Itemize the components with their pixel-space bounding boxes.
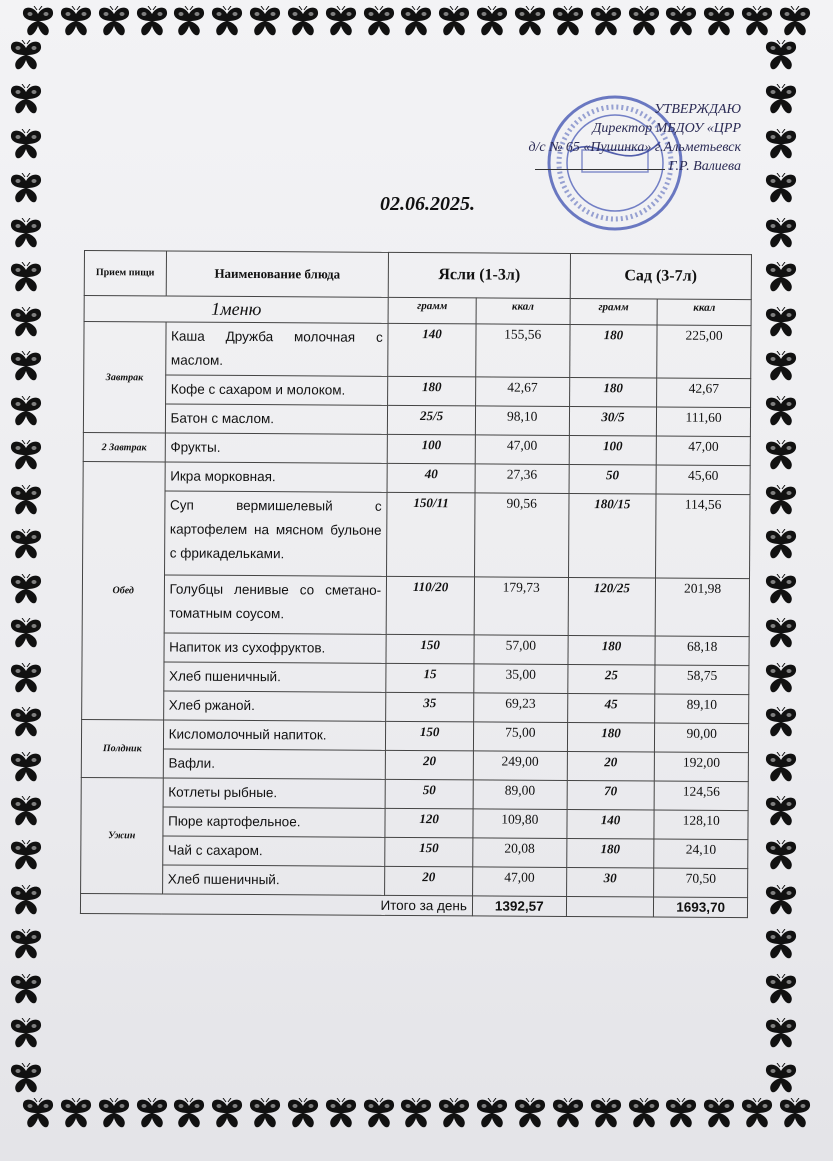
- butterfly-icon: [323, 6, 359, 46]
- butterfly-icon: [777, 1098, 813, 1138]
- butterfly-icon: [398, 1098, 434, 1138]
- dish-name: Хлеб ржаной.: [163, 691, 386, 721]
- butterfly-border-top: [20, 6, 813, 46]
- kcal-nursery: 27,36: [475, 464, 569, 494]
- kcal-kindergarten: 47,00: [656, 436, 750, 466]
- header-dish: Наименование блюда: [166, 251, 389, 297]
- table-row: [82, 661, 749, 694]
- kcal-nursery: 98,10: [475, 406, 569, 436]
- kcal-nursery: 69,23: [474, 693, 568, 723]
- butterfly-icon: [8, 84, 52, 121]
- approval-block: [528, 100, 741, 176]
- table-row: [81, 748, 748, 781]
- dish-name: Чай с сахаром.: [162, 836, 385, 866]
- kcal-nursery: 42,67: [475, 377, 569, 407]
- dish-name: Кисломолочный напиток.: [163, 720, 386, 750]
- approval-director-name: Г.Р. Валиева: [668, 159, 741, 174]
- butterfly-icon: [763, 440, 807, 477]
- butterfly-icon: [763, 663, 807, 700]
- total-kcal-nursery: 1392,57: [472, 896, 566, 917]
- portion-gram-kindergarten: 30/5: [569, 406, 657, 436]
- butterfly-icon: [763, 485, 807, 522]
- butterfly-icon: [763, 840, 807, 877]
- dish-name: Кофе с сахаром и молоком.: [165, 375, 388, 405]
- portion-gram-nursery: 150: [386, 721, 474, 751]
- portion-gram-nursery: 100: [387, 434, 475, 464]
- table-row: [81, 806, 748, 839]
- butterfly-icon: [701, 1098, 737, 1138]
- kcal-kindergarten: 68,18: [655, 636, 749, 666]
- kcal-nursery: 109,80: [473, 809, 567, 839]
- portion-gram-kindergarten: 180/15: [568, 493, 656, 578]
- kcal-kindergarten: 201,98: [655, 578, 749, 637]
- kcal-nursery: 47,00: [472, 867, 566, 897]
- butterfly-icon: [436, 1098, 472, 1138]
- dish-name: Батон с маслом.: [165, 404, 388, 434]
- portion-gram-nursery: 15: [386, 663, 474, 693]
- dish-name: Икра морковная.: [165, 462, 388, 492]
- butterfly-icon: [8, 618, 52, 655]
- butterfly-icon: [763, 262, 807, 299]
- subheader-gram-1: грамм: [388, 297, 476, 324]
- butterfly-icon: [209, 6, 245, 46]
- total-kcal-kindergarten: 1693,70: [654, 897, 748, 918]
- butterfly-icon: [474, 1098, 510, 1138]
- dish-name: Фрукты.: [165, 433, 388, 463]
- portion-gram-nursery: 40: [387, 463, 475, 493]
- butterfly-icon: [8, 396, 52, 433]
- kcal-nursery: 47,00: [475, 435, 569, 465]
- table-row: [81, 777, 748, 810]
- table-row: [81, 835, 748, 868]
- table-row: [83, 404, 750, 437]
- kcal-kindergarten: 24,10: [654, 839, 748, 869]
- butterfly-icon: [763, 351, 807, 388]
- kcal-kindergarten: 70,50: [654, 868, 748, 898]
- portion-gram-nursery: 120: [385, 808, 473, 838]
- table-row: [84, 322, 751, 379]
- butterfly-icon: [550, 1098, 586, 1138]
- table-header-row: [84, 251, 751, 300]
- approval-organization: д/с № 65 «Пушинка» г.Альметьевск: [528, 140, 741, 155]
- butterfly-icon: [8, 440, 52, 477]
- portion-gram-kindergarten: 30: [566, 867, 654, 897]
- butterfly-icon: [512, 1098, 548, 1138]
- butterfly-icon: [8, 752, 52, 789]
- header-meal: Прием пищи: [84, 251, 166, 296]
- butterfly-icon: [361, 6, 397, 46]
- butterfly-icon: [763, 974, 807, 1011]
- total-empty: [566, 896, 654, 917]
- table-row: [82, 632, 749, 665]
- butterfly-icon: [247, 1098, 283, 1138]
- approval-signature: [528, 157, 741, 176]
- subheader-gram-2: грамм: [570, 298, 658, 325]
- butterfly-icon: [8, 262, 52, 299]
- kcal-nursery: 57,00: [474, 635, 568, 665]
- approval-position: Директор МБДОУ «ЦРР: [592, 121, 741, 136]
- header-nursery: Ясли (1-3л): [388, 252, 570, 298]
- butterfly-icon: [8, 485, 52, 522]
- butterfly-icon: [763, 707, 807, 744]
- subheader-kcal-2: ккал: [657, 299, 751, 326]
- butterfly-icon: [512, 6, 548, 46]
- butterfly-icon: [763, 574, 807, 611]
- butterfly-icon: [763, 218, 807, 255]
- meal-name: Ужин: [81, 777, 163, 893]
- butterfly-icon: [8, 173, 52, 210]
- kcal-nursery: 155,56: [476, 324, 570, 378]
- butterfly-icon: [209, 1098, 245, 1138]
- portion-gram-kindergarten: 45: [567, 693, 655, 723]
- butterfly-icon: [8, 351, 52, 388]
- butterfly-icon: [8, 707, 52, 744]
- portion-gram-nursery: 150: [385, 837, 473, 867]
- portion-gram-kindergarten: 180: [568, 635, 656, 665]
- kcal-kindergarten: 45,60: [656, 465, 750, 495]
- portion-gram-kindergarten: 180: [567, 722, 655, 752]
- butterfly-icon: [663, 6, 699, 46]
- dish-name: Каша Дружба молочная с маслом.: [165, 322, 388, 376]
- kcal-kindergarten: 128,10: [654, 810, 748, 840]
- header-kindergarten: Сад (3-7л): [570, 253, 752, 299]
- total-row: [80, 893, 747, 917]
- signature-line: [535, 169, 665, 170]
- butterfly-border-left: [8, 40, 52, 1100]
- kcal-nursery: 179,73: [474, 577, 568, 636]
- table-subheader-row: [84, 296, 751, 326]
- kcal-nursery: 249,00: [473, 751, 567, 781]
- dish-name: Суп вермишелевый с картофелем на мясном бульоне с фрикадельками.: [164, 491, 387, 576]
- table-row: [83, 432, 750, 465]
- dish-name: Хлеб пшеничный.: [163, 662, 386, 692]
- butterfly-icon: [763, 618, 807, 655]
- butterfly-border-bottom: [20, 1098, 813, 1138]
- portion-gram-kindergarten: 100: [569, 435, 657, 465]
- butterfly-icon: [626, 1098, 662, 1138]
- butterfly-icon: [8, 40, 52, 77]
- table-row: [82, 574, 749, 636]
- butterfly-icon: [763, 84, 807, 121]
- butterfly-icon: [8, 129, 52, 166]
- table-row: [81, 719, 748, 752]
- butterfly-icon: [8, 574, 52, 611]
- portion-gram-nursery: 180: [388, 376, 476, 406]
- butterfly-icon: [763, 529, 807, 566]
- portion-gram-kindergarten: 180: [569, 377, 657, 407]
- portion-gram-kindergarten: 180: [566, 838, 654, 868]
- butterfly-icon: [436, 6, 472, 46]
- kcal-kindergarten: 192,00: [655, 752, 749, 782]
- portion-gram-nursery: 35: [386, 692, 474, 722]
- portion-gram-nursery: 150/11: [387, 492, 475, 577]
- menu-table: [80, 250, 752, 918]
- butterfly-icon: [20, 1098, 56, 1138]
- kcal-kindergarten: 90,00: [655, 723, 749, 753]
- butterfly-icon: [8, 974, 52, 1011]
- butterfly-icon: [171, 1098, 207, 1138]
- table-row: [82, 690, 749, 723]
- butterfly-icon: [8, 929, 52, 966]
- kcal-nursery: 90,56: [474, 493, 568, 578]
- butterfly-icon: [763, 307, 807, 344]
- meal-name: Завтрак: [83, 322, 165, 433]
- butterfly-icon: [739, 1098, 775, 1138]
- butterfly-icon: [247, 6, 283, 46]
- total-label: Итого за день: [80, 893, 472, 915]
- butterfly-icon: [8, 1063, 52, 1100]
- butterfly-icon: [8, 885, 52, 922]
- menu-label: 1меню: [84, 296, 388, 324]
- butterfly-icon: [8, 840, 52, 877]
- portion-gram-nursery: 25/5: [388, 405, 476, 435]
- butterfly-icon: [763, 929, 807, 966]
- butterfly-icon: [763, 40, 807, 77]
- butterfly-icon: [763, 1018, 807, 1055]
- kcal-kindergarten: 42,67: [657, 378, 751, 408]
- butterfly-icon: [8, 307, 52, 344]
- portion-gram-nursery: 20: [385, 866, 473, 896]
- meal-name: Полдник: [81, 719, 163, 777]
- table-row: [83, 490, 751, 578]
- butterfly-icon: [474, 6, 510, 46]
- butterfly-icon: [8, 529, 52, 566]
- butterfly-icon: [285, 1098, 321, 1138]
- table-row: [81, 864, 748, 897]
- butterfly-icon: [8, 1018, 52, 1055]
- butterfly-icon: [763, 1063, 807, 1100]
- butterfly-icon: [171, 6, 207, 46]
- kcal-nursery: 35,00: [474, 664, 568, 694]
- portion-gram-kindergarten: 140: [567, 809, 655, 839]
- butterfly-icon: [8, 663, 52, 700]
- butterfly-icon: [663, 1098, 699, 1138]
- dish-name: Вафли.: [163, 749, 386, 779]
- meal-name: 2 Завтрак: [83, 432, 165, 461]
- butterfly-icon: [285, 6, 321, 46]
- butterfly-icon: [8, 218, 52, 255]
- butterfly-icon: [361, 1098, 397, 1138]
- kcal-kindergarten: 89,10: [655, 694, 749, 724]
- butterfly-icon: [763, 796, 807, 833]
- meal-name: Обед: [82, 461, 165, 719]
- kcal-kindergarten: 58,75: [655, 665, 749, 695]
- butterfly-icon: [134, 6, 170, 46]
- kcal-nursery: 75,00: [473, 722, 567, 752]
- kcal-nursery: 89,00: [473, 780, 567, 810]
- dish-name: Хлеб пшеничный.: [162, 865, 385, 895]
- butterfly-icon: [763, 396, 807, 433]
- approval-title: УТВЕРЖДАЮ: [654, 102, 741, 117]
- dish-name: Напиток из сухофруктов.: [164, 633, 387, 663]
- portion-gram-kindergarten: 180: [569, 324, 657, 378]
- butterfly-icon: [588, 6, 624, 46]
- butterfly-icon: [58, 1098, 94, 1138]
- butterfly-icon: [134, 1098, 170, 1138]
- butterfly-icon: [626, 6, 662, 46]
- butterfly-icon: [588, 1098, 624, 1138]
- butterfly-icon: [58, 6, 94, 46]
- portion-gram-nursery: 140: [388, 323, 476, 377]
- butterfly-icon: [398, 6, 434, 46]
- portion-gram-nursery: 20: [386, 750, 474, 780]
- dish-name: Голубцы ленивые со сметано-томатным соусом.: [164, 575, 387, 634]
- kcal-kindergarten: 124,56: [654, 781, 748, 811]
- butterfly-icon: [763, 129, 807, 166]
- portion-gram-kindergarten: 25: [567, 664, 655, 694]
- portion-gram-nursery: 110/20: [386, 576, 474, 635]
- portion-gram-kindergarten: 50: [569, 464, 657, 494]
- butterfly-icon: [763, 173, 807, 210]
- butterfly-border-right: [763, 40, 807, 1100]
- butterfly-icon: [323, 1098, 359, 1138]
- portion-gram-kindergarten: 20: [567, 751, 655, 781]
- kcal-kindergarten: 111,60: [657, 407, 751, 437]
- butterfly-icon: [96, 1098, 132, 1138]
- portion-gram-kindergarten: 70: [567, 780, 655, 810]
- subheader-kcal-1: ккал: [476, 298, 570, 325]
- butterfly-icon: [701, 6, 737, 46]
- menu-date: 02.06.2025.: [380, 193, 475, 215]
- dish-name: Пюре картофельное.: [163, 807, 386, 837]
- butterfly-icon: [763, 752, 807, 789]
- kcal-nursery: 20,08: [473, 838, 567, 868]
- butterfly-icon: [763, 885, 807, 922]
- kcal-kindergarten: 225,00: [657, 325, 751, 379]
- butterfly-icon: [8, 796, 52, 833]
- kcal-kindergarten: 114,56: [656, 494, 750, 579]
- portion-gram-nursery: 50: [385, 779, 473, 809]
- table-row: [83, 461, 750, 494]
- dish-name: Котлеты рыбные.: [163, 778, 386, 808]
- butterfly-icon: [96, 6, 132, 46]
- portion-gram-kindergarten: 120/25: [568, 577, 656, 636]
- portion-gram-nursery: 150: [386, 634, 474, 664]
- butterfly-icon: [550, 6, 586, 46]
- table-row: [84, 375, 751, 408]
